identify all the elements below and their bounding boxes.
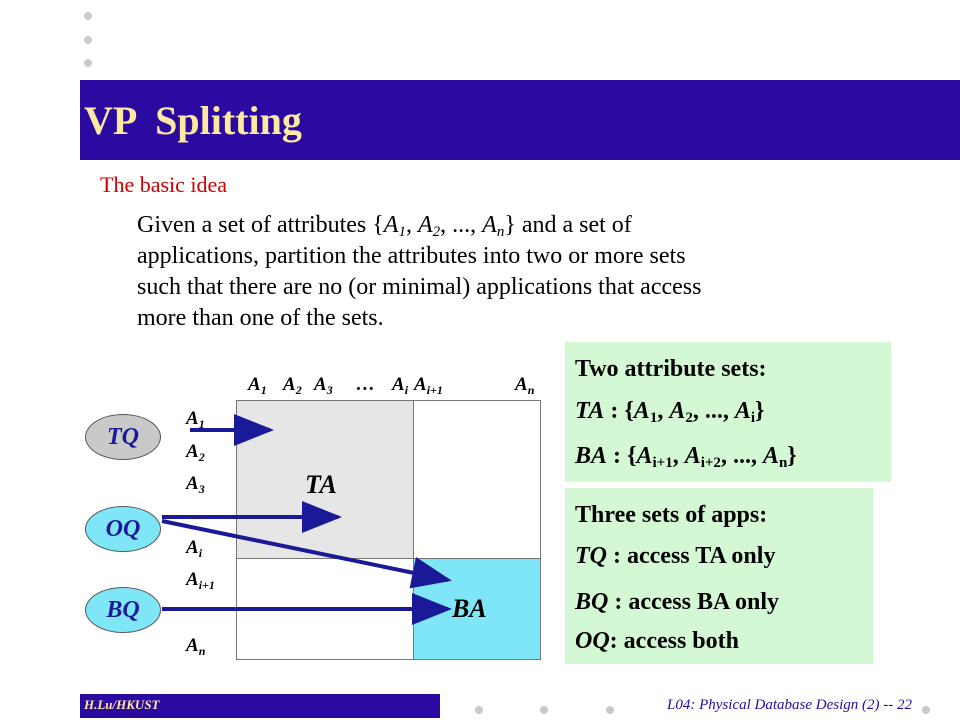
col-header-ai: $A_i$ bbox=[392, 374, 409, 397]
footer-course: L04: Physical Database Design (2) -- 22 bbox=[667, 697, 912, 713]
row-label-a2: $A_2$ bbox=[186, 441, 205, 464]
row-label-ai1: $A_{i+1}$ bbox=[186, 569, 215, 592]
paragraph-line-4: more than one of the sets. bbox=[137, 305, 384, 331]
col-header-ellipsis: … bbox=[356, 374, 375, 395]
row-label-ai: $A_i$ bbox=[186, 537, 203, 560]
paragraph-line-2: applications, partition the attributes into two or more sets bbox=[137, 243, 686, 269]
col-header-an: $A_n$ bbox=[515, 374, 535, 397]
ba-label: BA bbox=[452, 594, 487, 623]
bq-description: BQ : access BA only bbox=[575, 589, 780, 615]
ta-label: TA bbox=[305, 470, 337, 499]
col-header-a1: $A_1$ bbox=[248, 374, 267, 397]
subheading: The basic idea bbox=[100, 172, 228, 197]
slide-title: VP Splitting bbox=[84, 98, 302, 143]
row-label-a1: $A_1$ bbox=[186, 408, 205, 431]
attribute-sets-heading: Two attribute sets: bbox=[575, 356, 767, 382]
paragraph-line-3: such that there are no (or minimal) applications that access bbox=[137, 274, 702, 300]
col-header-a2: $A_2$ bbox=[283, 374, 302, 397]
app-sets-heading: Three sets of apps: bbox=[575, 502, 768, 528]
footer-author: H.Lu/HKUST bbox=[84, 697, 160, 712]
col-header-a3: $A_3$ bbox=[314, 374, 333, 397]
ta-definition: TA : {$A_1$, $A_2$, ..., $A_i$} bbox=[575, 398, 765, 426]
oq-to-ba-arrow bbox=[162, 521, 448, 580]
tq-oval: TQ bbox=[85, 414, 161, 460]
oq-description: OQ: access both bbox=[575, 628, 739, 654]
tq-description: TQ : access TA only bbox=[575, 543, 776, 569]
row-label-an: $A_n$ bbox=[186, 635, 206, 658]
paragraph-line-1: Given a set of attributes {$A_1$, $A_2$, ..., $A_n$} and a set of bbox=[137, 212, 632, 240]
col-header-ai1: $A_{i+1}$ bbox=[414, 374, 443, 397]
oq-oval: OQ bbox=[85, 506, 161, 552]
row-label-a3: $A_3$ bbox=[186, 473, 205, 496]
ba-definition: BA : {$A_{i+1}$, $A_{i+2}$, ..., $A_n$} bbox=[575, 443, 797, 471]
bq-oval: BQ bbox=[85, 587, 161, 633]
